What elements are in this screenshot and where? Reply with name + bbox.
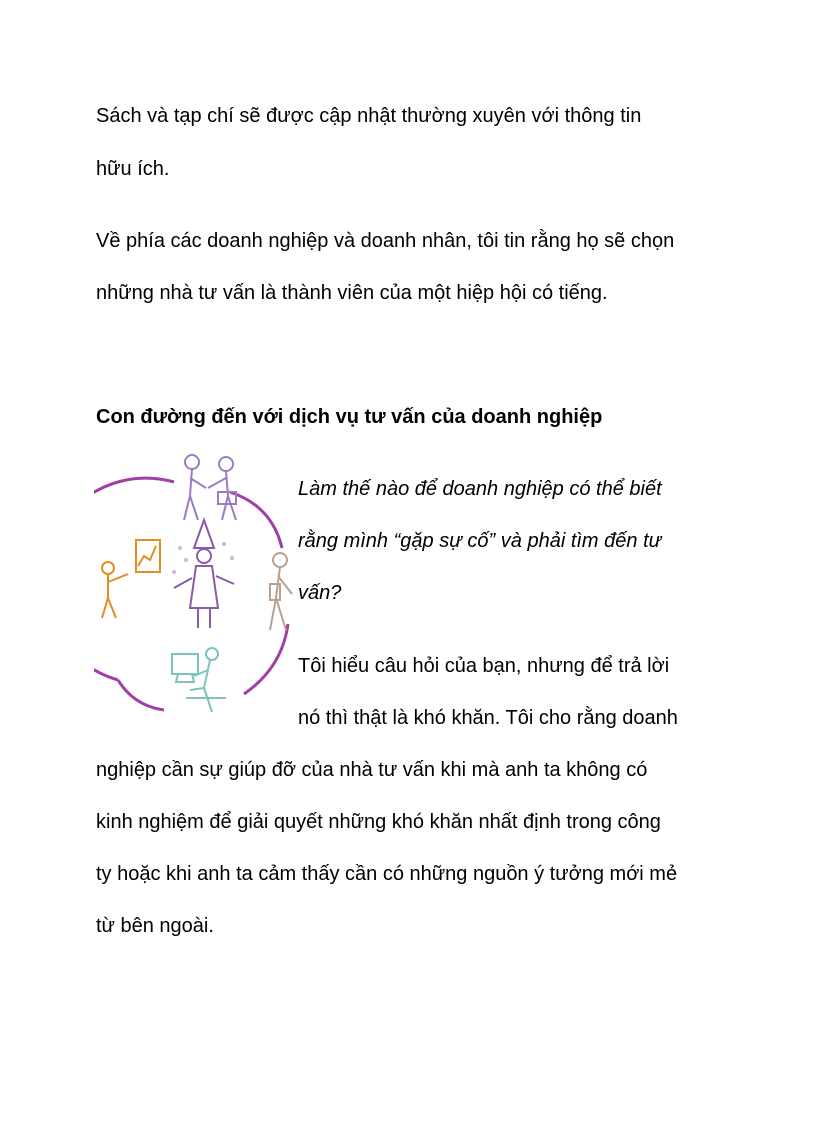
consultant-circle-illustration	[94, 448, 300, 726]
answer-line-6: từ bên ngoài.	[96, 915, 214, 937]
answer-line-1: Tôi hiểu câu hỏi của bạn, nhưng để trả lời	[298, 655, 670, 677]
handshake-figures-icon	[184, 455, 236, 520]
paragraph-1-line-2: hữu ích.	[96, 158, 170, 180]
ring-arc-bottom-left	[118, 680, 164, 710]
question-line-2: rằng mình “gặp sự cố” và phải tìm đến tư	[298, 530, 662, 552]
paragraph-1-line-1: Sách và tạp chí sẽ được cập nhật thường xuyên với thông tin	[96, 105, 642, 127]
answer-line-4: kinh nghiệm để giải quyết những khó khăn nhất định trong công	[96, 811, 661, 833]
standing-person-icon	[270, 553, 292, 630]
wizard-figure-icon	[174, 520, 234, 628]
question-line-3: vấn?	[298, 582, 342, 604]
paragraph-2-line-2: những nhà tư vấn là thành viên của một hiệp hội có tiếng.	[96, 282, 608, 304]
answer-line-5: ty hoặc khi anh ta cảm thấy cần có những nguồn ý tưởng mới mẻ	[96, 863, 678, 885]
ring-arc-right	[230, 492, 282, 548]
stars-icon	[172, 542, 234, 574]
presenter-chart-icon	[102, 540, 160, 618]
ring-arc-left	[94, 478, 174, 680]
question-line-1: Làm thế nào để doanh nghiệp có thể biết	[298, 478, 662, 500]
ring-arc-bottom-right	[244, 624, 288, 694]
answer-line-2: nó thì thật là khó khăn. Tôi cho rằng doanh	[298, 707, 678, 729]
paragraph-2-line-1: Về phía các doanh nghiệp và doanh nhân, tôi tin rằng họ sẽ chọn	[96, 230, 675, 252]
section-heading: Con đường đến với dịch vụ tư vấn của doanh nghiệp	[96, 406, 603, 428]
answer-line-3: nghiệp cần sự giúp đỡ của nhà tư vấn khi mà anh ta không có	[96, 759, 648, 781]
computer-user-icon	[172, 648, 226, 712]
